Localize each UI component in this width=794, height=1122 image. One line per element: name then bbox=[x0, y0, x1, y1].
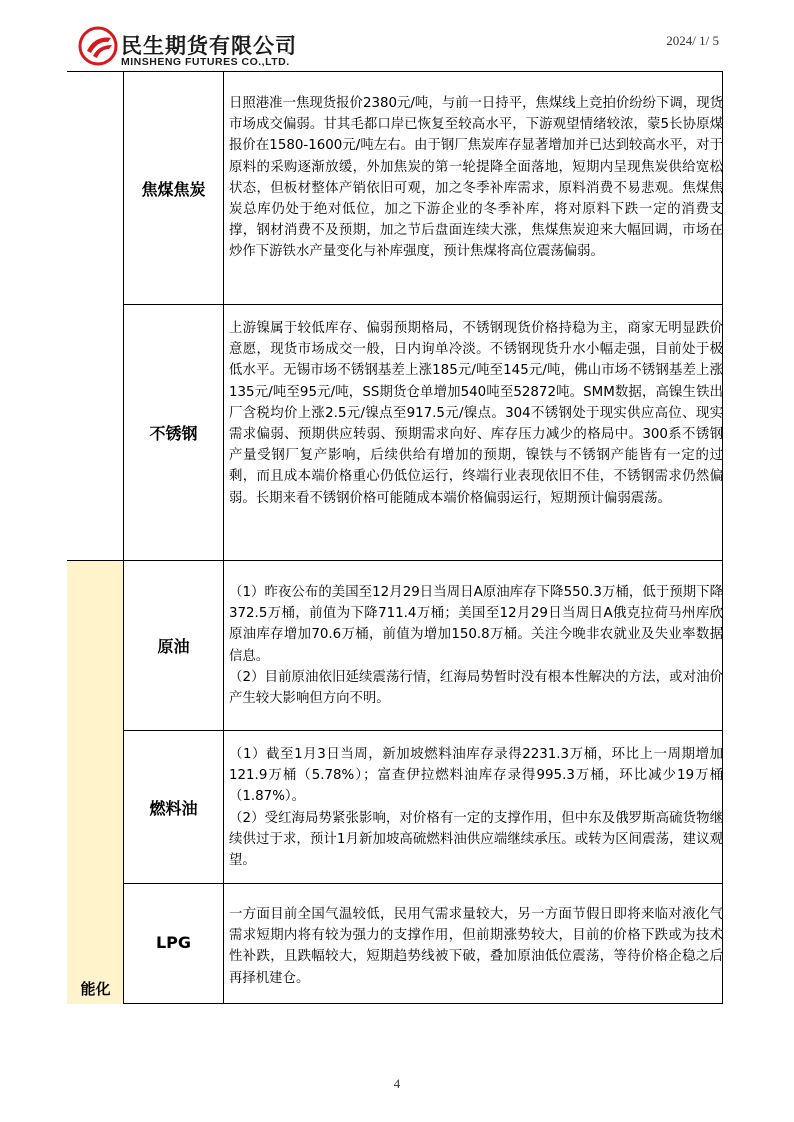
commentary-paragraph: （2）受红海局势紧张影响，对价格有一定的支撑作用，但中东及俄罗斯高硫货物继续供过于求，预计1月新加坡高硫燃料油供应端继续承压。或转为区间震荡，建议观望。 bbox=[229, 810, 723, 869]
commentary-paragraph: 上游镍属于较低库存、偏弱预期格局，不锈钢现货价格持稳为主，商家无明显跌价意愿，现货市场成交一般，日内询单冷淡。不锈钢现货升水小幅走强，目前处于极低水平。无锡市场不锈钢基差上涨185元/吨至145元/吨，佛山市场不锈钢基差上涨135元/吨至95元/吨，SS期货仓单增加540吨至52872吨。SMM数据，高镍生铁出厂含税均价上涨2.5元/镍点至917.5元/镍点。304不锈钢处于现实供应高位、现实需求偏弱、预期供应转弱、预期需求向好、库存压力减少的格局中。300系不锈钢产量受钢厂复产影响，后续供给有增加的预期，镍铁与不锈钢产能皆有一定的过剩，而且成本端价格重心仍低位运行，终端行业表现依旧不佳，不锈钢需求仍然偏弱。长期来看不锈钢价格可能随成本端价格偏弱运行，短期预计偏弱震荡。 bbox=[229, 321, 723, 506]
product-commentary bbox=[224, 883, 723, 1004]
company-name-en: MINSHENG FUTURES CO.,LTD. bbox=[121, 56, 290, 68]
category-label: 能化 bbox=[80, 980, 111, 998]
product-name: 原油 bbox=[124, 560, 224, 730]
product-name: LPG bbox=[124, 883, 224, 1004]
product-name: 不锈钢 bbox=[124, 304, 224, 560]
product-commentary bbox=[224, 560, 723, 730]
commentary-paragraph: 日照港准一焦现货报价2380元/吨，与前一日持平，焦煤线上竞拍价纷纷下调，现货市场成交偏弱。甘其毛都口岸已恢复至较高水平，下游观望情绪较浓，蒙5长协原煤报价在1580-1600元/吨左右。由于钢厂焦炭库存显著增加并已达到较高水平，对于原料的采购逐渐放缓，外加焦炭的第一轮提降全面落地，短期内呈现焦炭供给宽松状态，但板材整体产销依旧可观，加之冬季补库需求，原料消费不易悲观。焦煤焦炭总库仍处于绝对低位，加之下游企业的冬季补库，将对原料下跌一定的消费支撑，钢材消费不及预期，加之节后盘面连续大涨，焦煤焦炭迎来大幅回调，市场在炒作下游铁水产量变化与补库强度，预计焦煤将高位震荡偏弱。 bbox=[229, 96, 723, 260]
commentary-paragraph: （1）昨夜公布的美国至12月29日当周日A原油库存下降550.3万桶，低于预期下降372.5万桶，前值为下降711.4万桶；美国至12月29日当周日A俄克拉荷马州库欣原油库存增加70.6万桶，前值为增加150.8万桶。关注今晚非农就业及失业率数据信息。 bbox=[229, 585, 723, 664]
product-name: 燃料油 bbox=[124, 730, 224, 883]
product-commentary bbox=[224, 730, 723, 883]
category-cell-energy-chemicals bbox=[67, 560, 124, 1004]
product-commentary bbox=[224, 304, 723, 560]
page-number: 4 bbox=[393, 1076, 401, 1091]
company-logo-icon bbox=[78, 26, 118, 66]
company-name-cn: 民生期货有限公司 bbox=[121, 34, 297, 58]
product-name: 焦煤焦炭 bbox=[124, 72, 224, 304]
commentary-paragraph: （2）目前原油依旧延续震荡行情，红海局势暂时没有根本性解决的方法，或对油价产生较大影响但方向不明。 bbox=[229, 669, 723, 707]
category-cell-black-metals bbox=[67, 72, 124, 560]
commentary-paragraph: （1）截至1月3日当周，新加坡燃料油库存录得2231.3万桶，环比上一周期增加121.9万桶（5.78%）；富查伊拉燃料油库存录得995.3万桶，环比减少19万桶（1.87%）。 bbox=[229, 747, 723, 805]
product-commentary bbox=[224, 72, 723, 304]
commentary-paragraph: 一方面目前全国气温较低，民用气需求量较大，另一方面节假日即将来临对液化气需求短期内将有较为强力的支撑作用，但前期涨势较大，目前的价格下跌或为技术性补跌，且跌幅较大，短期趋势线被下破，叠加原油低位震荡，等待价格企稳之后再择机建仓。 bbox=[229, 907, 723, 986]
report-date: 2024/ 1/ 5 bbox=[666, 33, 719, 48]
